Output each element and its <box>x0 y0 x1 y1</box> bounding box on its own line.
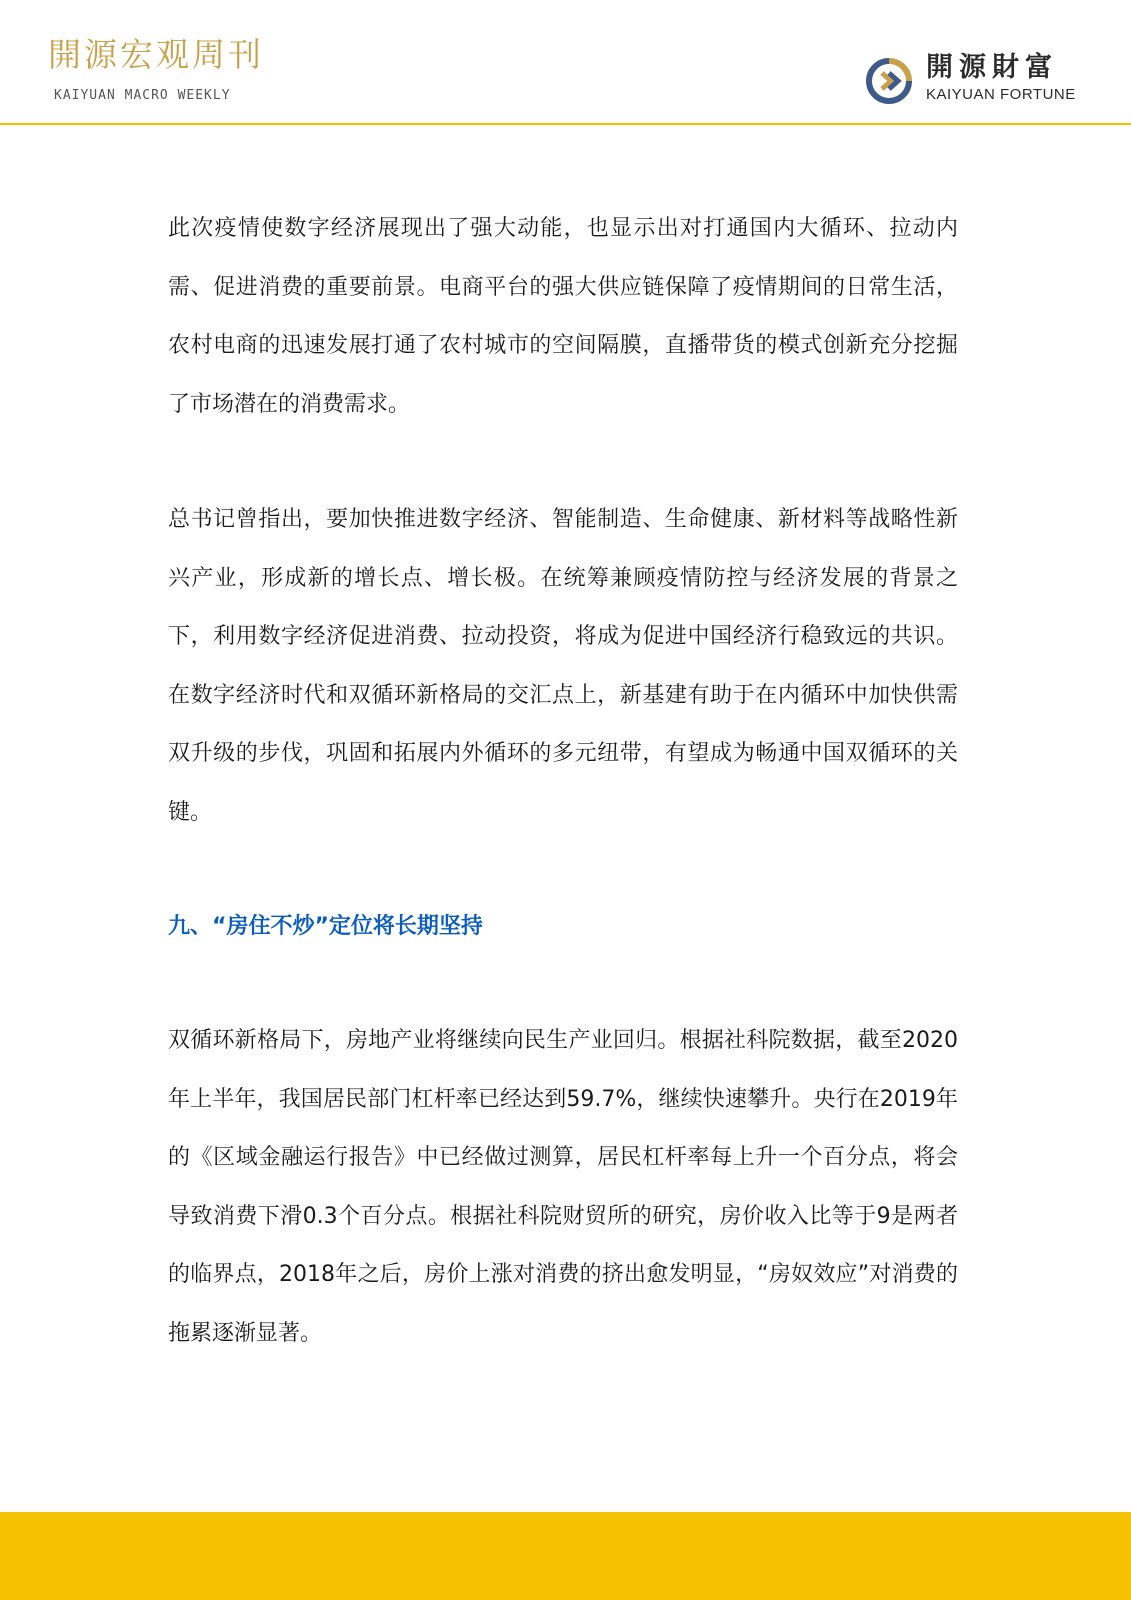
footer-bar <box>0 1512 1131 1600</box>
publication-title: 開源宏观周刊 <box>48 35 264 74</box>
logo-name-cn: 開源財富 <box>926 52 1058 83</box>
publication-subtitle: KAIYUAN MACRO WEEKLY <box>54 88 231 103</box>
kaiyuan-logo-icon <box>866 58 912 104</box>
paragraph-strategic-industries: 总书记曾指出，要加快推进数字经济、智能制造、生命健康、新材料等战略性新兴产业，形成新的增长点、增长极。在统筹兼顾疫情防控与经济发展的背景之下，利用数字经济促进消费、拉动投资，将成为促进中国经济行稳致远的共识。在数字经济时代和双循环新格局的交汇点上，新基建有助于在内循环中加快供需双升级的步伐，巩固和拓展内外循环的多元纽带，有望成为畅通中国双循环的关键。 <box>168 507 958 825</box>
article-body <box>168 200 958 1363</box>
section-heading: 九、“房住不炒”定位将长期坚持 <box>168 914 483 939</box>
kaiyuan-fortune-logo <box>866 52 1106 108</box>
header-divider <box>0 123 1131 125</box>
logo-name-en: KAIYUAN FORTUNE <box>926 86 1076 103</box>
paragraph-real-estate: 双循环新格局下，房地产业将继续向民生产业回归。根据社科院数据，截至2020年上半年，我国居民部门杠杆率已经达到59.7%，继续快速攀升。央行在2019年的《区域金融运行报告》中已经做过测算，居民杠杆率每上升一个百分点，将会导致消费下滑0.3个百分点。根据社科院财贸所的研究，房价收入比等于9是两者的临界点，2018年之后，房价上涨对消费的挤出愈发明显，“房奴效应”对消费的拖累逐渐显著。 <box>168 1028 958 1346</box>
page-header <box>0 0 1131 124</box>
paragraph-digital-economy: 此次疫情使数字经济展现出了强大动能，也显示出对打通国内大循环、拉动内需、促进消费的重要前景。电商平台的强大供应链保障了疫情期间的日常生活，农村电商的迅速发展打通了农村城市的空间隔膜，直播带货的模式创新充分挖掘了市场潜在的消费需求。 <box>168 216 958 417</box>
